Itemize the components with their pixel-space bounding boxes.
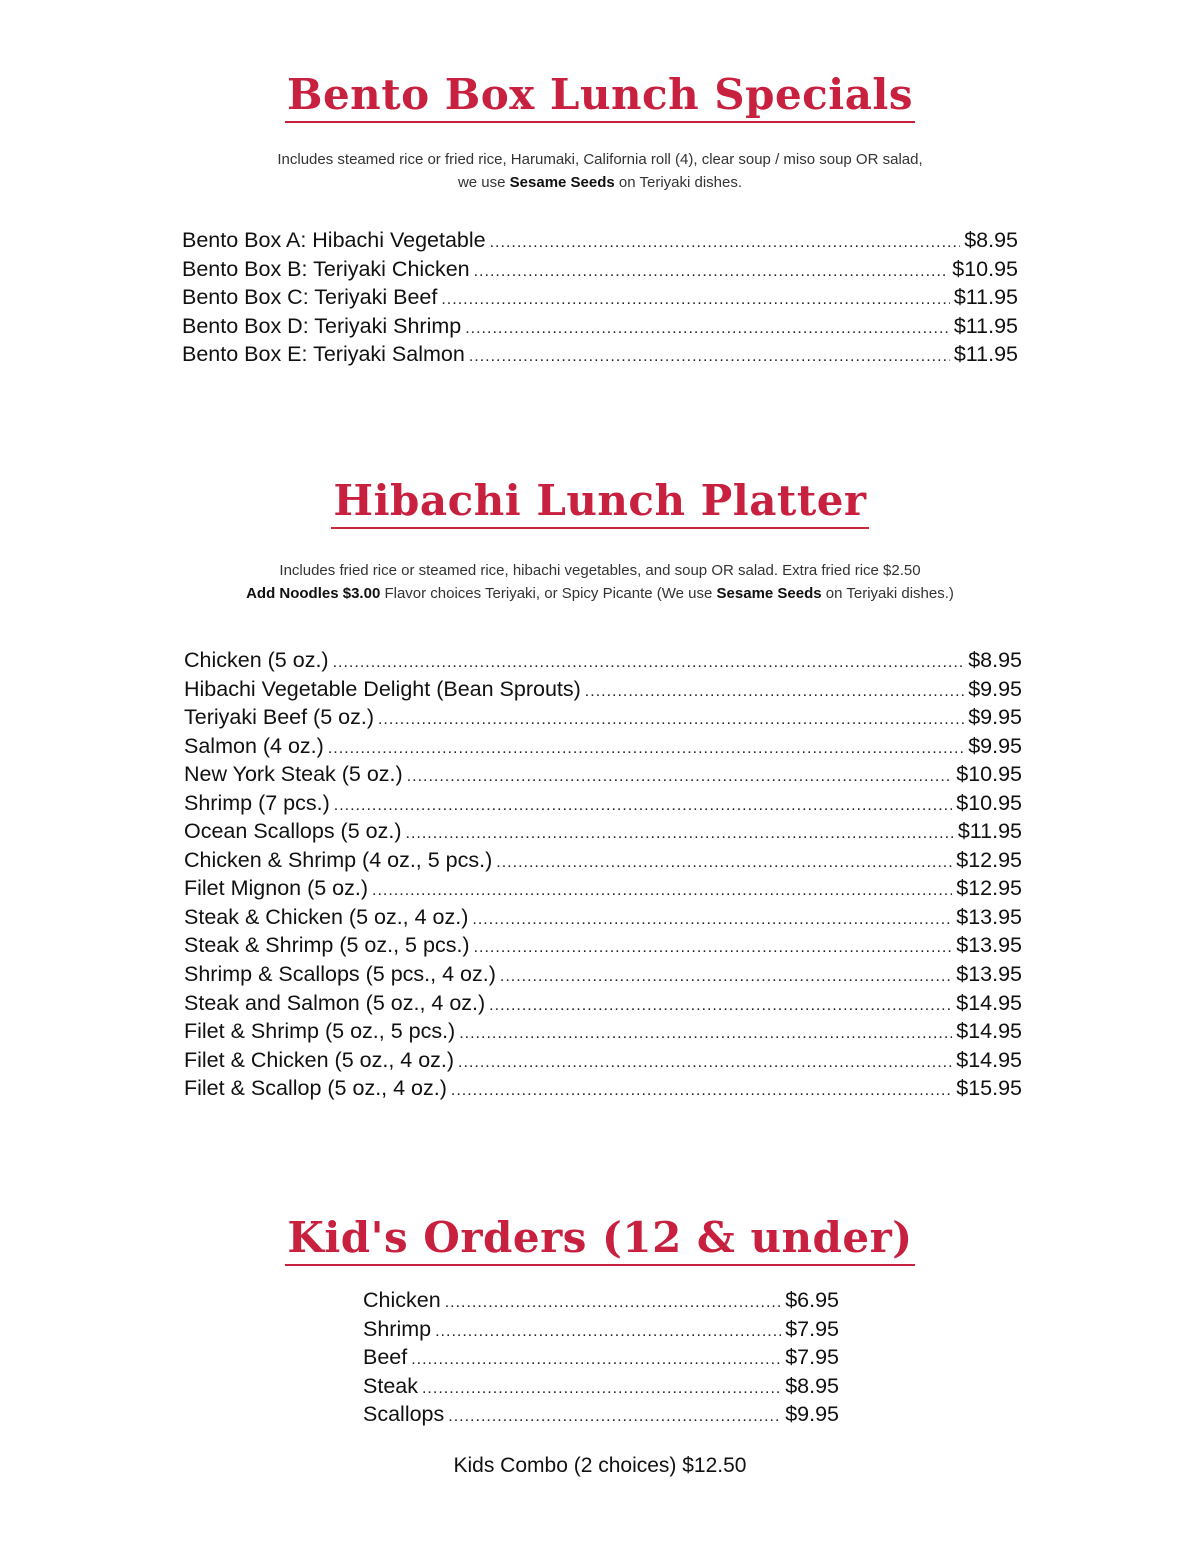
hibachi-title-text: Hibachi Lunch Platter <box>331 476 868 529</box>
menu-item <box>363 1345 839 1374</box>
menu-item <box>184 991 1022 1020</box>
item-price: $15.95 <box>956 1076 1022 1101</box>
dot-leader <box>333 654 965 672</box>
item-name: Shrimp & Scallops (5 pcs., 4 oz.) <box>184 962 496 987</box>
item-name: Bento Box A: Hibachi Vegetable <box>182 228 486 252</box>
item-price: $14.95 <box>956 1019 1022 1044</box>
item-name: Shrimp <box>363 1316 432 1341</box>
dot-leader <box>451 1082 952 1100</box>
item-name: Hibachi Vegetable Delight (Bean Sprouts) <box>184 676 581 701</box>
item-name: Bento Box D: Teriyaki Shrimp <box>182 313 462 338</box>
item-price: $8.95 <box>968 648 1022 672</box>
item-price: $9.95 <box>785 1402 839 1427</box>
item-name: Salmon (4 oz.) <box>184 733 324 758</box>
item-name: Bento Box E: Teriyaki Salmon <box>182 342 465 367</box>
bento-section-title <box>0 70 1200 119</box>
item-name: Chicken <box>363 1288 441 1312</box>
menu-item <box>363 1317 839 1346</box>
menu-item <box>184 876 1022 905</box>
item-name: Filet & Chicken (5 oz., 4 oz.) <box>184 1047 455 1072</box>
dot-leader <box>465 320 950 338</box>
item-name: Bento Box C: Teriyaki Beef <box>182 285 438 310</box>
dot-leader <box>441 291 949 309</box>
dot-leader <box>407 768 953 786</box>
menu-item <box>184 819 1022 848</box>
item-price: $6.95 <box>785 1288 839 1312</box>
kids-menu-list <box>363 1288 839 1431</box>
bento-menu-list <box>182 228 1018 371</box>
menu-item <box>184 705 1022 734</box>
item-name: Steak & Chicken (5 oz., 4 oz.) <box>184 904 469 929</box>
item-price: $10.95 <box>952 256 1018 281</box>
kids-section-title <box>0 1213 1200 1262</box>
menu-item <box>184 848 1022 877</box>
dot-leader <box>500 968 952 986</box>
menu-item <box>182 257 1018 286</box>
menu-item <box>184 1076 1022 1105</box>
menu-item <box>184 933 1022 962</box>
kids-combo: Kids Combo (2 choices) $12.50 <box>453 1454 747 1477</box>
dot-leader <box>585 683 964 701</box>
item-name: Filet & Shrimp (5 oz., 5 pcs.) <box>184 1019 456 1044</box>
dot-leader <box>448 1408 781 1426</box>
dot-leader <box>458 1054 952 1072</box>
item-price: $14.95 <box>956 990 1022 1015</box>
item-price: $12.95 <box>956 876 1022 901</box>
item-price: $11.95 <box>953 313 1018 338</box>
item-price: $14.95 <box>956 1047 1022 1072</box>
dot-leader <box>328 740 964 758</box>
menu-item <box>184 962 1022 991</box>
item-name: New York Steak (5 oz.) <box>184 762 403 787</box>
menu-item <box>182 285 1018 314</box>
item-name: Filet & Scallop (5 oz., 4 oz.) <box>184 1076 447 1101</box>
dot-leader <box>435 1323 781 1341</box>
menu-item <box>184 1019 1022 1048</box>
item-name: Steak & Shrimp (5 oz., 5 pcs.) <box>184 933 470 958</box>
menu-item <box>182 228 1018 257</box>
dot-leader <box>334 797 952 815</box>
dot-leader <box>469 348 950 366</box>
menu-item <box>184 905 1022 934</box>
hibachi-note-line2-suffix: on Teriyaki dishes.) <box>821 585 954 602</box>
bento-note-line1: Includes steamed rice or fried rice, Harumaki, California roll (4), clear soup / miso soup OR salad, <box>277 151 923 168</box>
item-price: $10.95 <box>956 790 1022 815</box>
item-name: Filet Mignon (5 oz.) <box>184 876 369 901</box>
dot-leader <box>490 234 961 252</box>
item-price: $11.95 <box>953 285 1018 310</box>
item-price: $8.95 <box>964 228 1018 252</box>
hibachi-section-title <box>0 476 1200 525</box>
item-price: $10.95 <box>956 762 1022 787</box>
dot-leader <box>474 939 953 957</box>
dot-leader <box>445 1294 782 1312</box>
dot-leader <box>489 997 952 1015</box>
dot-leader <box>378 711 964 729</box>
bento-note-sesame: Sesame Seeds <box>509 174 615 191</box>
menu-item <box>363 1288 839 1317</box>
item-price: $12.95 <box>956 847 1022 872</box>
item-name: Beef <box>363 1345 408 1370</box>
menu-item <box>184 648 1022 677</box>
item-name: Ocean Scallops (5 oz.) <box>184 819 402 844</box>
menu-item <box>182 314 1018 343</box>
dot-leader <box>422 1380 781 1398</box>
dot-leader <box>496 854 952 872</box>
item-name: Chicken (5 oz.) <box>184 648 329 672</box>
hibachi-note-sesame: Sesame Seeds <box>716 585 822 602</box>
bento-note <box>0 148 1200 194</box>
menu-item <box>363 1402 839 1431</box>
item-price: $7.95 <box>785 1345 839 1370</box>
hibachi-note-line1: Includes fried rice or steamed rice, hibachi vegetables, and soup OR salad. Extra fried rice $2.50 <box>279 562 921 579</box>
dot-leader <box>472 911 952 929</box>
item-name: Teriyaki Beef (5 oz.) <box>184 705 374 730</box>
item-price: $9.95 <box>968 733 1022 758</box>
menu-item <box>182 342 1018 371</box>
item-price: $9.95 <box>968 705 1022 730</box>
menu-item <box>184 1048 1022 1077</box>
item-name: Bento Box B: Teriyaki Chicken <box>182 256 470 281</box>
item-price: $13.95 <box>956 904 1022 929</box>
item-name: Steak and Salmon (5 oz., 4 oz.) <box>184 990 486 1015</box>
item-price: $7.95 <box>785 1316 839 1341</box>
item-price: $11.95 <box>953 342 1018 367</box>
item-price: $13.95 <box>956 933 1022 958</box>
menu-item <box>184 791 1022 820</box>
bento-note-line2-prefix: we use <box>457 174 510 191</box>
menu-item <box>184 734 1022 763</box>
item-price: $9.95 <box>968 676 1022 701</box>
dot-leader <box>459 1025 952 1043</box>
hibachi-note-line2-mid: Flavor choices Teriyaki, or Spicy Picante (We use <box>380 585 717 602</box>
hibachi-menu-list <box>184 648 1022 1105</box>
dot-leader <box>406 825 954 843</box>
dot-leader <box>411 1351 781 1369</box>
menu-item <box>363 1374 839 1403</box>
item-price: $13.95 <box>956 962 1022 987</box>
bento-note-line2-suffix: on Teriyaki dishes. <box>614 174 743 191</box>
hibachi-note <box>0 559 1200 605</box>
bento-title-text: Bento Box Lunch Specials <box>285 70 915 123</box>
item-name: Chicken & Shrimp (4 oz., 5 pcs.) <box>184 847 493 872</box>
hibachi-note-noodles: Add Noodles $3.00 <box>246 585 381 602</box>
dot-leader <box>474 263 949 281</box>
menu-item <box>184 762 1022 791</box>
kids-title-text: Kid's Orders (12 & under) <box>285 1213 914 1266</box>
item-price: $8.95 <box>785 1373 839 1398</box>
dot-leader <box>372 882 952 900</box>
item-name: Shrimp (7 pcs.) <box>184 790 330 815</box>
item-name: Scallops <box>363 1402 445 1427</box>
menu-item <box>184 677 1022 706</box>
item-name: Steak <box>363 1373 418 1398</box>
item-price: $11.95 <box>957 819 1022 844</box>
